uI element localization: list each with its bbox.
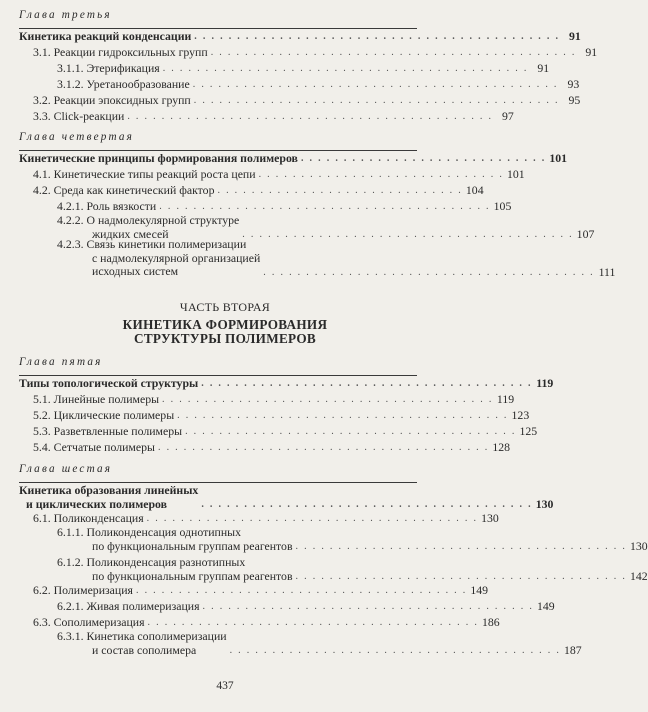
- toc-entry-page: 130: [535, 497, 554, 511]
- toc-entry[interactable]: [19, 583, 489, 597]
- toc-entry-page: 128: [492, 440, 511, 454]
- toc-entry-page: 105: [493, 199, 512, 213]
- toc-entry-page: 119: [536, 376, 554, 390]
- toc-entry-page: 107: [576, 227, 595, 241]
- leader-dots: . . . . . . . . . . . . . . . . . . . . . . . . . . . . . . . . . . . . . . .: [202, 601, 534, 612]
- toc-entry[interactable]: [19, 599, 555, 613]
- toc-entry-title-line: 6.1.1. Поликонденсация однотипных: [57, 525, 242, 539]
- toc-entry-title-line: и циклических полимеров: [26, 496, 168, 511]
- toc-entry[interactable]: [19, 183, 484, 197]
- leader-dots: . . . . . . . . . . . . . . . . . . . . . . . . . . . . . . . . . . . . . . .: [229, 645, 561, 656]
- toc-entry-title: 6.3. Сополимеризация: [33, 615, 145, 629]
- toc-entry-page: 130: [481, 511, 499, 525]
- toc-entry-title: 6.2. Полимеризация: [33, 583, 133, 597]
- leader-dots: . . . . . . . . . . . . . . . . . . . . . . . . . . . . . . . . . . . . . . .: [162, 394, 494, 405]
- toc-entry-page: 97: [502, 109, 514, 123]
- toc-entry-title: 5.2. Циклические полимеры: [33, 408, 175, 422]
- leader-dots: . . . . . . . . . . . . . . . . . . . . . . . . . . . . . . . . . . . . . . . . . . .: [193, 95, 560, 106]
- toc-entry[interactable]: [19, 483, 554, 511]
- toc-entry-title: 5.1. Линейные полимеры: [33, 392, 160, 406]
- toc-entry-title: [19, 630, 227, 657]
- toc-entry-title-line: по функциональным группам реагентов: [92, 568, 293, 583]
- toc-entry-title: 4.2.1. Роль вязкости: [57, 199, 157, 213]
- toc-entry[interactable]: [19, 29, 581, 43]
- toc-entry-page: 130: [629, 539, 648, 553]
- toc-entry-title: 3.3. Click-реакции: [33, 109, 125, 123]
- leader-dots: . . . . . . . . . . . . . . . . . . . . . . . . . . . . . . . . . . . . . . .: [295, 541, 627, 552]
- toc-entry-title: Кинетика реакций конденсации: [19, 29, 192, 43]
- toc-entry-title: 3.1.2. Уретанообразование: [57, 77, 190, 91]
- toc-entry-title-line: 6.1.2. Поликонденсация разнотипных: [57, 555, 246, 569]
- toc-entry-title-line: 6.3.1. Кинетика сополимеризации: [57, 629, 227, 643]
- toc-entry-title: [19, 526, 293, 553]
- toc-entry-page: 95: [568, 93, 581, 107]
- toc-entry-page: 149: [470, 583, 489, 597]
- leader-dots: . . . . . . . . . . . . . . . . . . . . . . . . . . . . . . . . . . . . . . .: [263, 266, 595, 278]
- toc-entry[interactable]: [19, 615, 500, 629]
- toc-entry-page: 91: [569, 29, 581, 43]
- leader-dots: . . . . . . . . . . . . . . . . . . . . . . . . . . . . . . . . . . . . . . . . . . .: [127, 111, 493, 122]
- leader-dots: . . . . . . . . . . . . . . . . . . . . . . . . . . . . . . . . . . . . . . . . . . .: [194, 31, 560, 42]
- toc-entry-title: 6.2.1. Живая полимеризация: [57, 599, 200, 613]
- toc-entry-title-line: исходных систем: [92, 264, 179, 278]
- part-title-line: СТРУКТУРЫ ПОЛИМЕРОВ: [134, 331, 316, 346]
- toc-entry-title: 3.1. Реакции гидроксильных групп: [33, 45, 208, 59]
- leader-dots: . . . . . . . . . . . . . . . . . . . . . . . . . . . . . . . . . . . . . . .: [201, 499, 533, 510]
- chapter-label: Глава третья: [19, 9, 112, 21]
- toc-entry[interactable]: [19, 167, 525, 181]
- page-number: 437: [216, 680, 234, 692]
- toc-entry-page: 104: [465, 183, 484, 197]
- leader-dots: . . . . . . . . . . . . . . . . . . . . . . . . . . . . .: [217, 185, 463, 196]
- part-label: ЧАСТЬ ВТОРАЯ: [179, 300, 271, 314]
- toc-entry-title-line: 4.2.2. О надмолекулярной структуре: [57, 213, 240, 227]
- leader-dots: . . . . . . . . . . . . . . . . . . . . . . . . . . . . . . . . . . . . . . .: [242, 229, 574, 240]
- toc-entry-page: 93: [567, 77, 580, 91]
- toc-entry[interactable]: [19, 408, 530, 422]
- leader-dots: . . . . . . . . . . . . . . . . . . . . . . . . . . . . . . . . . . . . . . .: [185, 426, 517, 437]
- toc-entry[interactable]: [19, 376, 554, 390]
- toc-entry-page: 111: [598, 264, 616, 279]
- toc-entry-page: 123: [511, 408, 530, 422]
- toc-entry-title: 3.1.1. Этерификация: [57, 61, 160, 75]
- toc-entry-title: [19, 238, 260, 279]
- toc-entry-page: 149: [536, 599, 555, 613]
- toc-entry-page: 187: [563, 643, 582, 657]
- leader-dots: . . . . . . . . . . . . . . . . . . . . . . . . . . . . . . . . . . . . . . .: [147, 617, 479, 628]
- leader-dots: . . . . . . . . . . . . . . . . . . . . . . . . . . . . . . . . . . . . . . . . . . .: [192, 79, 559, 90]
- toc-entry[interactable]: [19, 45, 598, 59]
- toc-entry[interactable]: [19, 237, 616, 279]
- toc-entry-title: 5.4. Сетчатые полимеры: [33, 440, 155, 454]
- toc-entry-title-line: по функциональным группам реагентов: [92, 538, 293, 553]
- part-title-line: КИНЕТИКА ФОРМИРОВАНИЯ: [122, 317, 328, 332]
- leader-dots: . . . . . . . . . . . . . . . . . . . . . . . . . . . . . . . . . . . . . . .: [159, 201, 491, 212]
- toc-entry-title-line: 4.2.3. Связь кинетики полимеризации: [57, 237, 247, 251]
- leader-dots: . . . . . . . . . . . . . . . . . . . . . . . . . . . . . . . . . . . . . . .: [135, 585, 468, 596]
- chapter-label: Глава четвертая: [19, 131, 135, 143]
- toc-entry-page: 91: [585, 45, 598, 59]
- toc-entry-page: 101: [506, 167, 525, 181]
- toc-entry[interactable]: [19, 629, 582, 657]
- toc-entry[interactable]: [19, 440, 511, 454]
- toc-entry-page: 91: [537, 61, 550, 75]
- toc-entry-title-line: с надмолекулярной организацией: [92, 250, 261, 265]
- leader-dots: . . . . . . . . . . . . . . . . . . . . . . . . . . . . . . . . . . . . . . .: [146, 513, 478, 524]
- leader-dots: . . . . . . . . . . . . . . . . . . . . . . . . . . . . . . . . . . . . . . .: [177, 410, 509, 421]
- toc-entry[interactable]: [19, 109, 514, 123]
- toc-entry-page: 101: [549, 151, 568, 165]
- toc-entry[interactable]: [19, 151, 568, 165]
- toc-entry-title: Типы топологической структуры: [19, 376, 199, 390]
- toc-entry-title: [19, 556, 293, 583]
- chapter-label: Глава шестая: [19, 463, 113, 475]
- leader-dots: . . . . . . . . . . . . . . . . . . . . . . . . . . . . . . . . . . . . . . .: [201, 378, 533, 389]
- toc-entry[interactable]: [19, 525, 648, 553]
- toc-entry[interactable]: [19, 77, 580, 91]
- toc-entry-title-line: жидких смесей: [92, 226, 169, 241]
- toc-entry-page: 125: [519, 424, 538, 438]
- toc-entry[interactable]: [19, 424, 538, 438]
- toc-entry-title-line: и состав сополимера: [92, 642, 197, 657]
- toc-entry-title: 4.2. Среда как кинетический фактор: [33, 183, 215, 197]
- toc-entry[interactable]: [19, 555, 648, 583]
- toc-entry-page: 186: [481, 615, 500, 629]
- leader-dots: . . . . . . . . . . . . . . . . . . . . . . . . . . . . .: [300, 153, 547, 164]
- toc-entry-title: [19, 484, 198, 511]
- toc-entry[interactable]: [19, 392, 515, 406]
- leader-dots: . . . . . . . . . . . . . . . . . . . . . . . . . . . . .: [258, 169, 504, 180]
- toc-entry[interactable]: [19, 199, 512, 213]
- toc-entry-title: 4.1. Кинетические типы реакций роста цепи: [33, 167, 256, 181]
- toc-entry-title: Кинетические принципы формирования полимеров: [19, 151, 298, 165]
- toc-entry-page: 119: [496, 392, 515, 406]
- toc-entry-title: 5.3. Разветвленные полимеры: [33, 424, 183, 438]
- chapter-label: Глава пятая: [19, 356, 103, 368]
- leader-dots: . . . . . . . . . . . . . . . . . . . . . . . . . . . . . . . . . . . . . . . . . . .: [210, 47, 577, 58]
- toc-entry-title: 6.1. Поликонденсация: [33, 511, 144, 525]
- toc-entry-title-line: Кинетика образования линейных: [19, 483, 199, 497]
- toc-entry-page: 142: [629, 569, 648, 583]
- leader-dots: . . . . . . . . . . . . . . . . . . . . . . . . . . . . . . . . . . . . . . .: [157, 442, 490, 453]
- leader-dots: . . . . . . . . . . . . . . . . . . . . . . . . . . . . . . . . . . . . . . .: [295, 571, 627, 582]
- toc-entry-title: 3.2. Реакции эпоксидных групп: [33, 93, 191, 107]
- leader-dots: . . . . . . . . . . . . . . . . . . . . . . . . . . . . . . . . . . . . . . . . . . .: [162, 63, 529, 74]
- toc-entry[interactable]: [19, 93, 581, 107]
- toc-entry[interactable]: [19, 511, 499, 525]
- toc-entry[interactable]: [19, 61, 550, 75]
